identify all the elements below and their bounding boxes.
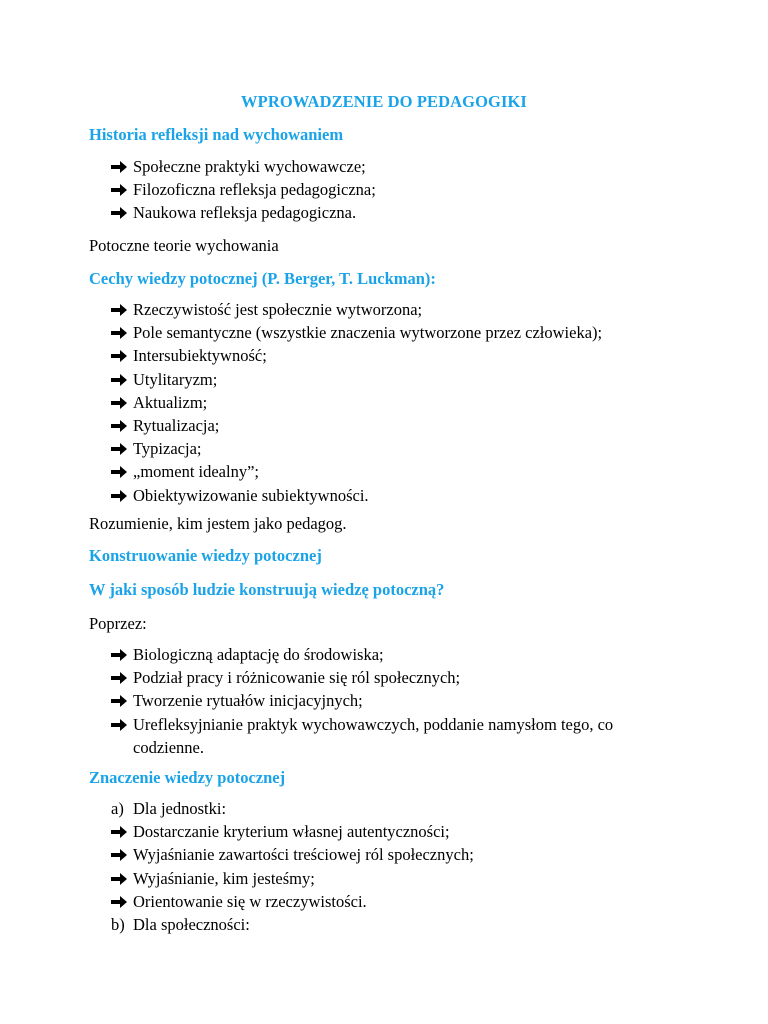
list-item: Typizacja;	[111, 437, 602, 460]
paragraph-potoczne: Potoczne teorie wychowania	[89, 236, 279, 255]
section-heading-cechy: Cechy wiedzy potocznej (P. Berger, T. Luckman):	[89, 269, 436, 288]
arrow-icon	[111, 349, 128, 363]
list-item: Wyjaśnianie, kim jesteśmy;	[111, 867, 474, 890]
znaczenie-list	[111, 797, 474, 936]
arrow-icon	[111, 465, 128, 479]
list-marker-b: b)	[111, 914, 125, 934]
arrow-icon	[111, 373, 128, 387]
cechy-list	[111, 298, 602, 507]
list-item: Intersubiektywność;	[111, 344, 602, 367]
list-item: Tworzenie rytuałów inicjacyjnych;	[111, 689, 653, 712]
arrow-icon	[111, 872, 128, 886]
section-heading-question: W jaki sposób ludzie konstruują wiedzę potoczną?	[89, 580, 445, 599]
list-item: Rzeczywistość jest społecznie wytworzona;	[111, 298, 602, 321]
list-item: Dostarczanie kryterium własnej autentyczności;	[111, 820, 474, 843]
arrow-icon	[111, 648, 128, 662]
list-item: Pole semantyczne (wszystkie znaczenia wytworzone przez człowieka);	[111, 321, 602, 344]
arrow-icon	[111, 326, 128, 340]
arrow-icon	[111, 694, 128, 708]
section-heading-konstruowanie: Konstruowanie wiedzy potocznej	[89, 546, 322, 565]
list-item-a: a) Dla jednostki:	[111, 797, 474, 820]
arrow-icon	[111, 183, 128, 197]
list-item: Społeczne praktyki wychowawcze;	[111, 155, 376, 178]
section-heading-znaczenie: Znaczenie wiedzy potocznej	[89, 768, 286, 787]
arrow-icon	[111, 160, 128, 174]
list-item: Podział pracy i różnicowanie się ról społecznych;	[111, 666, 653, 689]
list-item: Wyjaśnianie zawartości treściowej ról społecznych;	[111, 843, 474, 866]
arrow-icon	[111, 206, 128, 220]
list-item: Obiektywizowanie subiektywności.	[111, 484, 602, 507]
list-item: Rytualizacja;	[111, 414, 602, 437]
arrow-icon	[111, 718, 128, 732]
arrow-icon	[111, 396, 128, 410]
arrow-icon	[111, 895, 128, 909]
poprzez-list	[111, 643, 653, 759]
paragraph-poprzez: Poprzez:	[89, 614, 147, 633]
list-item: „moment idealny”;	[111, 460, 602, 483]
arrow-icon	[111, 442, 128, 456]
list-item: Orientowanie się w rzeczywistości.	[111, 890, 474, 913]
list-item: Urefleksyjnianie praktyk wychowawczych, poddanie namysłom tego, co codzienne.	[111, 713, 653, 759]
arrow-icon	[111, 419, 128, 433]
list-item: Biologiczną adaptację do środowiska;	[111, 643, 653, 666]
list-item: Utylitaryzm;	[111, 368, 602, 391]
arrow-icon	[111, 671, 128, 685]
arrow-icon	[111, 825, 128, 839]
paragraph-rozumienie: Rozumienie, kim jestem jako pedagog.	[89, 514, 347, 533]
list-item: Naukowa refleksja pedagogiczna.	[111, 201, 376, 224]
document-title: WPROWADZENIE DO PEDAGOGIKI	[241, 92, 527, 111]
list-item: Filozoficzna refleksja pedagogiczna;	[111, 178, 376, 201]
arrow-icon	[111, 303, 128, 317]
list-marker-a: a)	[111, 799, 124, 818]
history-list	[111, 155, 376, 225]
arrow-icon	[111, 489, 128, 503]
list-item-b: b) Dla społeczności:	[111, 913, 474, 936]
arrow-icon	[111, 848, 128, 862]
list-item: Aktualizm;	[111, 391, 602, 414]
section-heading-history: Historia refleksji nad wychowaniem	[89, 125, 344, 144]
